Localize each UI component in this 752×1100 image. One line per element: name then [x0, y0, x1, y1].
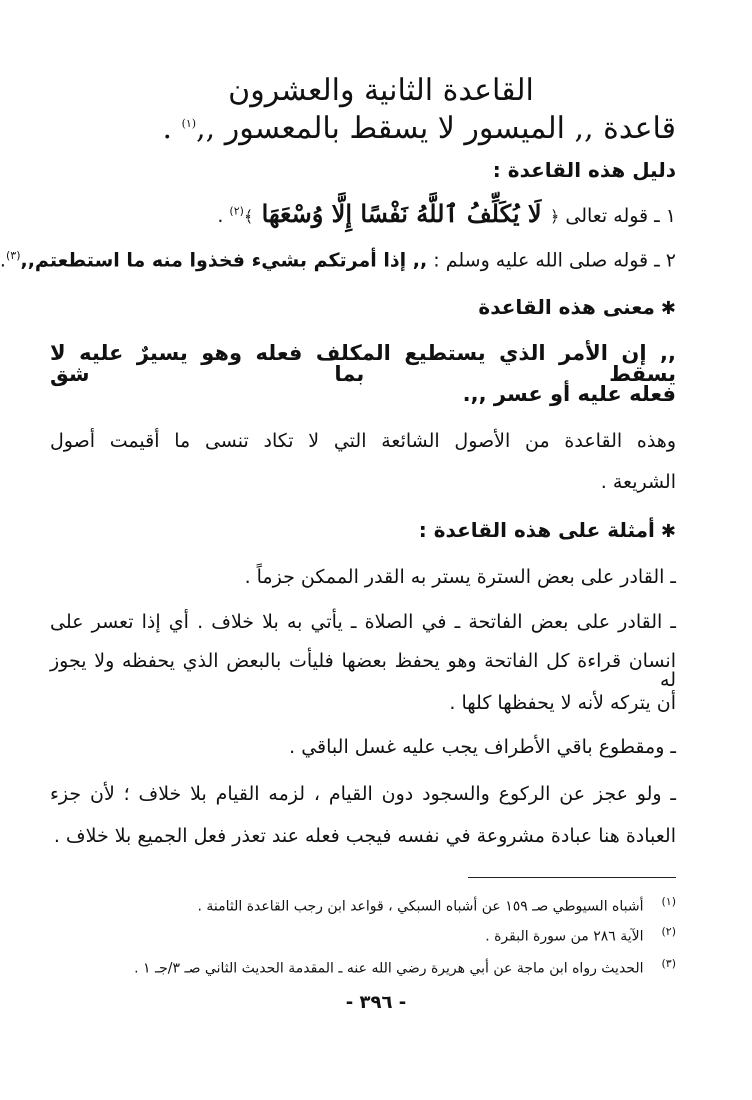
footnote-1-text: أشباه السيوطي صـ ١٥٩ عن أشباه السبكي ، قواعد ابن رجب القاعدة الثامنة .	[197, 898, 644, 915]
meaning-line-2: فعله عليه أو عسر ,,.	[462, 382, 676, 406]
star-bullet-icon: ✱	[660, 298, 676, 319]
footnote-2-number: (٢)	[661, 925, 676, 938]
note-line-2: الشريعة .	[600, 471, 676, 493]
meaning-line-1: ,, إن الأمر الذي يستطيع المكلف فعله وهو يسيرٌ عليه لا يسقط بما شق	[50, 341, 676, 386]
footnote-3-text: الحديث رواه ابن ماجة عن أبي هريرة رضي الله عنه ـ المقدمة الحديث الثاني صـ ٣/جـ ١ .	[134, 960, 644, 977]
examples-heading-row	[50, 520, 676, 541]
evidence-1-end: .	[217, 205, 230, 227]
example-line-7: العبادة هنا عبادة مشروعة في نفسه فيجب فعله عند تعذر فعل الجميع بلا خلاف .	[53, 825, 676, 847]
footnote-1-number: (١)	[661, 895, 676, 908]
footnote-divider	[468, 877, 676, 878]
example-line-4: أن يتركه لأنه لا يحفظها كلها .	[449, 692, 676, 714]
page-title: القاعدة الثانية والعشرون	[228, 73, 534, 108]
quran-verse: لَا يُكَلِّفُ ٱللَّهُ نَفْسًا إِلَّا وُسْعَهَا	[253, 199, 550, 228]
rule-name	[50, 111, 676, 146]
footnote-2	[50, 926, 676, 944]
star-bullet-icon: ✱	[660, 521, 676, 542]
meaning-heading: معنى هذه القاعدة	[478, 295, 655, 319]
example-line-2: ـ القادر على بعض الفاتحة ـ في الصلاة ـ يأتي به بلا خلاف . أي إذا تعسر على	[50, 611, 676, 633]
example-line-1: ـ القادر على بعض السترة يستر به القدر الممكن جزماً .	[244, 566, 676, 588]
example-line-6: ـ ولو عجز عن الركوع والسجود دون القيام ، لزمه القيام بلا خلاف ؛ لأن جزء	[50, 783, 676, 805]
verse-close-bracket: ﴾	[243, 207, 254, 226]
footnote-3	[50, 958, 676, 976]
evidence-item-2	[0, 249, 676, 272]
footnote-3-number: (٣)	[661, 957, 676, 970]
hadith-text: ,, إذا أمرتكم بشيء فخذوا منه ما استطعتم,,	[20, 249, 428, 272]
footnote-ref-1[interactable]: (١)	[181, 117, 197, 130]
verse-open-bracket: ﴿	[549, 207, 560, 226]
evidence-1-prefix: ١ ـ قوله تعالى	[559, 205, 676, 227]
evidence-2-prefix: ٢ ـ قوله صلى الله عليه وسلم :	[427, 249, 676, 272]
meaning-heading-row	[50, 297, 676, 318]
page-number: - ٣٩٦ -	[345, 992, 407, 1013]
footnote-ref-2[interactable]: (٢)	[229, 204, 244, 218]
examples-heading: أمثلة على هذه القاعدة :	[418, 518, 655, 542]
footnote-ref-3[interactable]: (٣)	[5, 249, 21, 262]
footnote-1	[50, 896, 676, 914]
example-line-3: انسان قراءة كل الفاتحة وهو يحفظ بعضها فليأت بالبعض الذي يحفظه ولا يجوز له	[50, 650, 676, 691]
evidence-2-end: .	[0, 249, 6, 272]
footnote-2-text: الآية ٢٨٦ من سورة البقرة .	[485, 928, 644, 945]
rule-name-text: قاعدة ,, الميسور لا يسقط بالمعسور ,,	[196, 111, 676, 146]
evidence-item-1	[50, 199, 676, 228]
evidence-heading: دليل هذه القاعدة :	[492, 158, 676, 182]
rule-name-end: .	[162, 111, 182, 146]
note-line-1: وهذه القاعدة من الأصول الشائعة التي لا تكاد تنسى ما أقيمت أصول	[50, 430, 676, 452]
example-line-5: ـ ومقطوع باقي الأطراف يجب عليه غسل الباقي .	[289, 736, 676, 758]
